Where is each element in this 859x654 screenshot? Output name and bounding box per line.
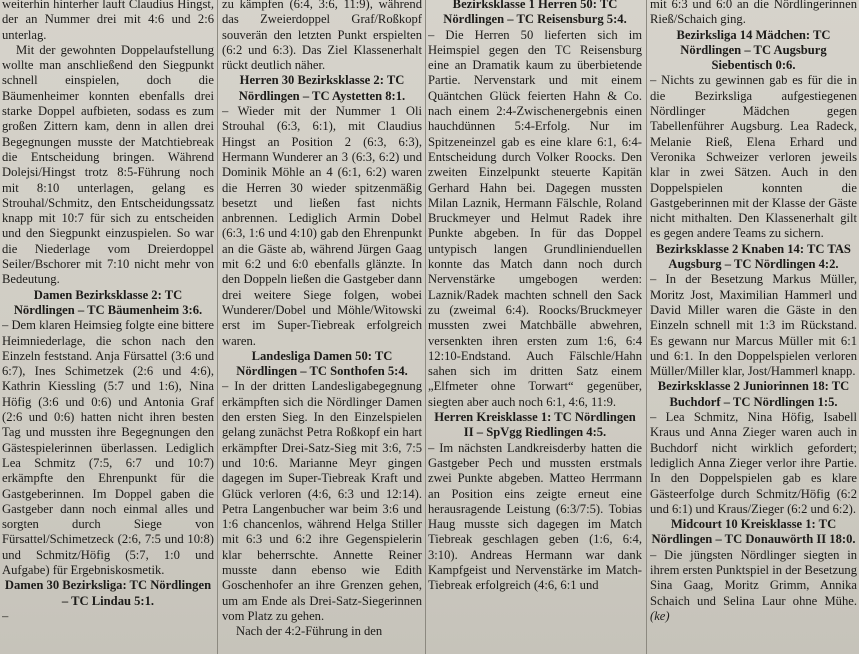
- article: [650, 28, 857, 242]
- author-signature: (ke): [650, 608, 670, 623]
- article-text: – Lea Schmitz, Nina Höfig, Isabell Kraus und Anna Zieger waren auch in Buchdorf nicht wirklich gefordert; lediglich Anna Zieger verlor ihre Partie. In den Doppelspielen gab es klare Gästeerfolge durch Schmitz/Höfig (6:2 und 6:1) und Kraus/Zieger (6:2 und 6:2).: [650, 410, 857, 516]
- article: [650, 242, 857, 380]
- article: [428, 410, 642, 594]
- article: [428, 0, 642, 410]
- article: [650, 379, 857, 517]
- article-text: – Wieder mit der Nummer 1 Oli Strouhal (6:3, 6:1), mit Claudius Hingst an Position 2 (6:3, 6:3), Hermann Wunderer an 3 (6:3, 6:2) und Dominik Möhle an 4 (6:1, 6:2) waren die Herren 30 wieder spitzenmäßig besetzt und ließen fast nichts anbrennen. Lediglich Armin Dobel (6:3, 1:6 und 4:10) gab den Ehrenpunkt an die Gäste ab, während Jürgen Gaag mit 6:2 und 6:0 ebenfalls glänzte. In den Doppeln ließen die Gastgeber dann drei weitere Siege folgen, wobei Wunderer/Dobel und Möhle/Witowski erst im Super-Tiebreak erfolgreich waren.: [222, 104, 422, 348]
- article-headline: Midcourt 10 Kreisklasse 1: TC Nördlingen – TC Donauwörth II 18:0.: [651, 517, 856, 547]
- article-text: – Die Herren 50 lieferten sich im Heimspiel gegen den TC Reisensburg eine an Dramatik kaum zu überbietende Partie. Nervenstark und mit einem Quäntchen Glück feierten Hahn & Co. nach einem 2:4-Zwischenergebnis einen hauchdünnen 5:4-Erfolg. Nur im Spitzeneinzel gab es eine klare 6:1, 6:4-Entscheidung durch Volker Roocks. Den zweiten Einzelpunkt steuerte Kapitän Gerhard Hahn bei. Dagegen mussten Milan Laznik, Hermann Fälschle, Roland Bruckmeyer und Helmut Radek ihre Punkte abgeben. In für das Doppel untypisch langen Grundlinienduellen konnte das Match dann noch durch Nervenstärke umgebogen werden: Laznik/Radek machten schnell den Sack zu (zweimal 6:4). Roocks/Bruckmeyer mussten zwei Matchbälle abwehren, versenkten ihren ersten zum 1:6, 6:4 12:10-Endstand. Auch Fälschle/Hahn sahen sich im dritten Satz einem „Elfmeter ohne Torwart“ gegenüber, siegten aber auch noch 6:1, 4:6, 11:9.: [428, 27, 642, 409]
- article: [222, 73, 422, 348]
- article-headline: Damen Bezirksklasse 2: TC Nördlingen – TC Bäumenheim 3:6.: [13, 287, 203, 317]
- article-headline: Bezirksklasse 2 Knaben 14: TC TAS Augsburg – TC Nördlingen 4:2.: [656, 241, 851, 272]
- paragraph: zu kämpfen (6:4, 3:6, 11:9), während das Zweierdoppel Graf/Roßkopf souverän den letzten Punkt erspielten (6:2 und 6:3). Das Ziel Klassenerhalt rückt deutlich näher.: [222, 0, 422, 73]
- column-rule: [425, 0, 426, 654]
- article: [2, 288, 214, 579]
- article-text: – Die jüngsten Nördlinger siegten in ihrem ersten Punktspiel in der Besetzung Sina Gaag, Moritz Grimm, Annika Schaich und Selina Laur ohne Mühe.: [650, 547, 857, 608]
- article-text-wrap: [650, 548, 857, 624]
- column-4: [650, 0, 857, 651]
- article-text: – In der dritten Landesligabegegnung erkämpften sich die Nördlinger Damen den ersten Sieg. In den Einzelspielen gelang zunächst Petra Roßkopf ein hart erkämpfter Drei-Satz-Sieg mit 3:6, 7:5 und 10:6. Marianne Meyr gingen dagegen im Super-Tiebreak Kraft und Glück verloren (4:6, 6:3 und 12:14). Petra Langenbucher war beim 3:6 und 1:6 chancenlos, während Helga Stiller mit 6:3 und 6:2 ihre Gegenspielerin klar beherrschte. Annette Reiner musste dann ebenso wie Edith Goschenhofer an ihre Grenzen gehen, um am Ende als Drei-Satz-Siegerinnen vom Platz zu gehen.: [222, 379, 422, 623]
- article-text: – Nichts zu gewinnen gab es für die in die Bezirksliga aufgestiegenen Nördlinger Mädchen gegen Tabellenführer Augsburg. Lea Radeck, Melanie Rieß, Elena Erhard und Veronika Schweizer verloren jeweils klar in zwei Sätzen. Auch in den Doppelspielen konnten die Gastgeberinnen mit der Klasse der Gäste nicht mithalten. Den Klassenerhalt gilt es gegen andere Teams zu sichern.: [650, 73, 857, 241]
- article-text: – Dem klaren Heimsieg folgte eine bittere Heimniederlage, die schon nach den Einzeln feststand. Anja Fürsattel (3:6 und 6:7), Ines Schimetzek (2:6 und 4:6), Kathrin Kiessling (5:7 und 1:6), Nina Höfig (3:6 und 0:6) und Antonia Graf (2:6 und 0:6) hatten nicht ihren besten Tag und mussten ihre Begegnungen den Gästespielerinnen überlassen. Lediglich Lea Schmitz (7:5, 6:7 und 10:7) erkämpfte den Ehrenpunkt für die Gastgeberinnen. Im Doppel gaben die Gastgeber dann noch einmal alles und sorgten durch Siege von Fürsattel/Schimetzeck (2:6, 7:5 und 10:8) und Schmitz/Höfig (5:7, 1:0 und Aufgabe) für Ergebniskosmetik.: [2, 318, 214, 577]
- article-text: –: [2, 608, 9, 623]
- column-rule: [646, 0, 647, 654]
- column-2: [222, 0, 422, 651]
- column-3: [428, 0, 642, 651]
- article-text: – In der Besetzung Markus Müller, Moritz Jost, Maximilian Hammerl und David Miller waren die Gäste in den Einzeln schnell mit 1:3 im Rückstand. Es gewann nur Marcus Müller mit 6:1 und 6:1. In den Doppelspielen verloren Müller/Miller klar, Jost/Hammerl knapp.: [650, 272, 857, 379]
- column-1: [2, 0, 214, 651]
- article-headline: Bezirksliga 14 Mädchen: TC Nördlingen – TC Augsburg Siebentisch 0:6.: [676, 27, 831, 73]
- article: [650, 517, 857, 624]
- article-headline: Landesliga Damen 50: TC Nördlingen – TC Sonthofen 5:4.: [236, 348, 408, 379]
- paragraph: weiterhin hinterher lauft Claudius Hingst, der an Nummer drei mit 4:6 und 2:6 unterlag.: [2, 0, 214, 42]
- article-headline: Bezirksklasse 1 Herren 50: TC Nördlingen – TC Reisensburg 5:4.: [443, 0, 627, 27]
- article-text: – Im nächsten Landkreisderby hatten die Gastgeber Pech und mussten erstmals zwei Punkte abgeben. Matteo Herrmann an Position eins zeigte erneut eine herausragende Leistung (6:3/7:5). Tobias Haug musste sich dagegen im Match Tiebreak geschlagen geben (1:6, 6:4, 3:10). Andreas Hermann war dank Kampfgeist und Nervenstärke im Match-Tiebreak erfolgreich (4:6, 6:1 und: [428, 440, 642, 593]
- paragraph: mit 6:3 und 6:0 an die Nördlingerinnen Rieß/Schaich ging.: [650, 0, 857, 27]
- column-rule: [217, 0, 218, 654]
- paragraph: Mit der gewohnten Doppelaufstellung wollte man anschließend den Siegpunkt schnell einspielen, doch die Bäumenheimer konnten ebenfalls drei starke Doppel aufbieten, sodass es zum großen Zittern kam, denn in allen drei Begegnungen musste der Matchtiebreak die Entscheidung bringen. Während Dolejsi/Hingst trotz 8:5-Führung noch mit 8:10 unterlagen, gelang es Strouhal/Schmitz, den Entscheidungssatz knapp mit 10:7 für sich zu entscheiden und den Siegpunkt einzuspielen. So war die Niederlage vom Dreierdoppel Seiler/Bschorer mit 7:10 nicht mehr von Bedeutung.: [2, 42, 214, 287]
- paragraph: Nach der 4:2-Führung in den: [236, 624, 383, 639]
- article: [222, 349, 422, 624]
- article-headline: Herren Kreisklasse 1: TC Nördlingen II – SpVgg Riedlingen 4:5.: [434, 410, 636, 440]
- article-headline: Damen 30 Bezirksliga: TC Nördlingen – TC Lindau 5:1.: [4, 578, 212, 608]
- article-headline: Herren 30 Bezirksklasse 2: TC Nördlingen – TC Aystetten 8:1.: [238, 73, 406, 103]
- article: [2, 578, 214, 624]
- article-headline: Bezirksklasse 2 Juniorinnen 18: TC Buchdorf – TC Nördlingen 1:5.: [657, 379, 850, 409]
